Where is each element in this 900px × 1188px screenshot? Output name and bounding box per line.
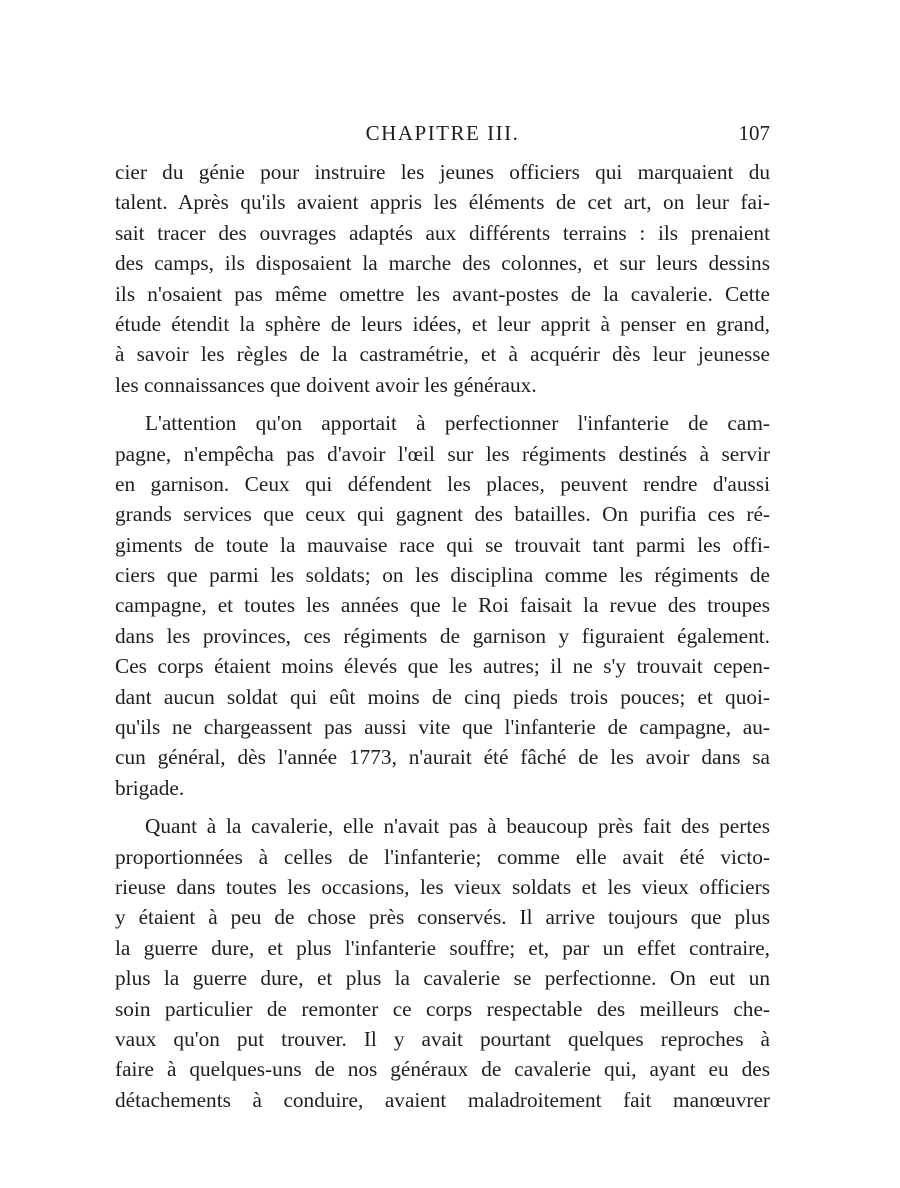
- text-line: sait tracer des ouvrages adaptés aux différents terrains : ils prenaient: [115, 220, 770, 245]
- text-line: vaux qu'on put trouver. Il y avait pourtant quelques reproches à: [115, 1026, 770, 1051]
- text-line: Ces corps étaient moins élevés que les autres; il ne s'y trouvait cepen-: [115, 654, 770, 679]
- text-line: faire à quelques-uns de nos généraux de cavalerie qui, ayant eu des: [115, 1057, 770, 1082]
- text-line: des camps, ils disposaient la marche des colonnes, et sur leurs dessins: [115, 251, 770, 276]
- text-line: pagne, n'empêcha pas d'avoir l'œil sur les régiments destinés à servir: [115, 441, 770, 466]
- text-line: L'attention qu'on apportait à perfectionner l'infanterie de cam-: [145, 411, 770, 436]
- paragraph-2: [115, 408, 770, 803]
- text-line: en garnison. Ceux qui défendent les places, peuvent rendre d'aussi: [115, 471, 770, 496]
- text-line: grands services que ceux qui gagnent des batailles. On purifia ces ré-: [115, 502, 770, 527]
- text-line: Quant à la cavalerie, elle n'avait pas à beaucoup près fait des pertes: [145, 814, 770, 839]
- text-line: étude étendit la sphère de leurs idées, et leur apprit à penser en grand,: [115, 311, 770, 336]
- running-head: [115, 118, 770, 148]
- text-line: brigade.: [115, 775, 185, 800]
- text-line: à savoir les règles de la castramétrie, et à acquérir dès leur jeunesse: [115, 342, 770, 367]
- text-line: cier du génie pour instruire les jeunes officiers qui marquaient du: [115, 160, 770, 184]
- text-line: dant aucun soldat qui eût moins de cinq pieds trois pouces; et quoi-: [115, 684, 770, 709]
- text-line: giments de toute la mauvaise race qui se trouvait tant parmi les offi-: [115, 532, 770, 557]
- body-text: [115, 157, 770, 1115]
- text-line: plus la guerre dure, et plus la cavalerie se perfectionne. On eut un: [115, 966, 770, 991]
- text-line: dans les provinces, ces régiments de garnison y figuraient également.: [115, 623, 770, 648]
- text-line: proportionnées à celles de l'infanterie; comme elle avait été victo-: [115, 844, 770, 869]
- text-line: campagne, et toutes les années que le Roi faisait la revue des troupes: [115, 593, 770, 618]
- text-line: les connaissances que doivent avoir les généraux.: [115, 372, 537, 397]
- text-line: ils n'osaient pas même omettre les avant-postes de la cavalerie. Cette: [115, 281, 770, 306]
- paragraph-1: [115, 157, 770, 400]
- paragraph-gap: [115, 803, 770, 811]
- text-line: soin particulier de remonter ce corps respectable des meilleurs che-: [115, 996, 770, 1021]
- text-line: ciers que parmi les soldats; on les disciplina comme les régiments de: [115, 563, 770, 588]
- text-line: qu'ils ne chargeassent pas aussi vite que l'infanterie de campagne, au-: [115, 715, 770, 740]
- text-line: la guerre dure, et plus l'infanterie souffre; et, par un effet contraire,: [115, 935, 770, 960]
- page-number: 107: [738, 121, 770, 145]
- text-line: détachements à conduire, avaient maladroitement fait manœuvrer: [115, 1087, 770, 1112]
- text-line: talent. Après qu'ils avaient appris les éléments de cet art, on leur fai-: [115, 190, 770, 215]
- text-line: cun général, dès l'année 1773, n'aurait été fâché de les avoir dans sa: [115, 745, 770, 770]
- paragraph-gap: [115, 400, 770, 408]
- text-line: y étaient à peu de chose près conservés. Il arrive toujours que plus: [115, 905, 770, 930]
- paragraph-3: [115, 811, 770, 1115]
- text-line: rieuse dans toutes les occasions, les vieux soldats et les vieux officiers: [115, 874, 770, 899]
- chapter-title: CHAPITRE III.: [365, 121, 520, 145]
